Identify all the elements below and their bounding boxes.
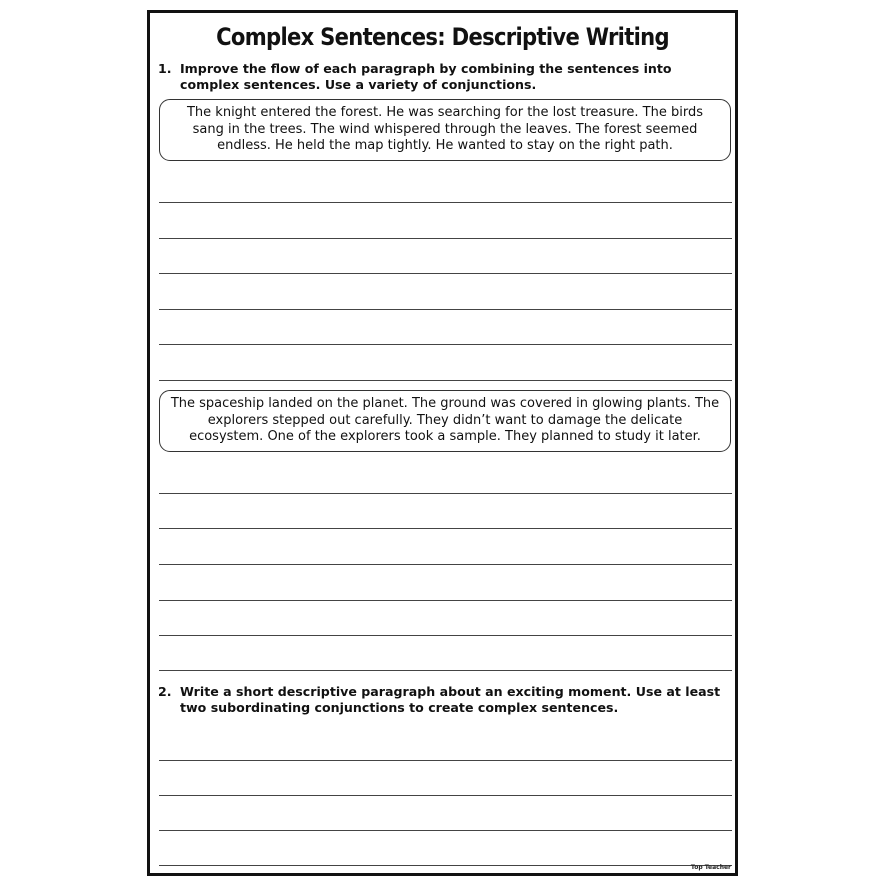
question-2-text: Write a short descriptive paragraph about an exciting moment. Use at least two subordinating conjunctions to create complex sentences.	[180, 684, 721, 715]
writing-line[interactable]	[159, 830, 732, 831]
writing-line[interactable]	[159, 528, 732, 529]
question-2	[158, 684, 727, 716]
writing-line[interactable]	[159, 600, 732, 601]
writing-line[interactable]	[159, 760, 732, 761]
writing-line[interactable]	[159, 865, 732, 866]
writing-line[interactable]	[159, 670, 732, 671]
writing-line[interactable]	[159, 238, 732, 239]
writing-line[interactable]	[159, 344, 732, 345]
writing-line[interactable]	[159, 273, 732, 274]
writing-line[interactable]	[159, 493, 732, 494]
writing-line[interactable]	[159, 380, 732, 381]
writing-line[interactable]	[159, 309, 732, 310]
worksheet-page	[147, 10, 738, 876]
writing-line[interactable]	[159, 564, 732, 565]
question-1-number: 1.	[158, 61, 172, 76]
writing-line[interactable]	[159, 202, 732, 203]
writing-line[interactable]	[159, 795, 732, 796]
writing-line[interactable]	[159, 635, 732, 636]
passage-spaceship: The spaceship landed on the planet. The ground was covered in glowing plants. The explorers stepped out carefully. They didn’t want to damage the delicate ecosystem. One of the explorers took a sample. They planned to study it later.	[159, 390, 731, 452]
question-1-text: Improve the flow of each paragraph by combining the sentences into complex sentences. Use a variety of conjunctions.	[180, 61, 672, 92]
worksheet-title: Complex Sentences: Descriptive Writing	[216, 23, 669, 51]
brand-logo: Top Teacher	[690, 864, 731, 871]
passage-knight: The knight entered the forest. He was searching for the lost treasure. The birds sang in the trees. The wind whispered through the leaves. The forest seemed endless. He held the map tightly. He wanted to stay on the right path.	[159, 99, 731, 161]
question-1	[158, 61, 727, 93]
question-2-number: 2.	[158, 684, 172, 699]
